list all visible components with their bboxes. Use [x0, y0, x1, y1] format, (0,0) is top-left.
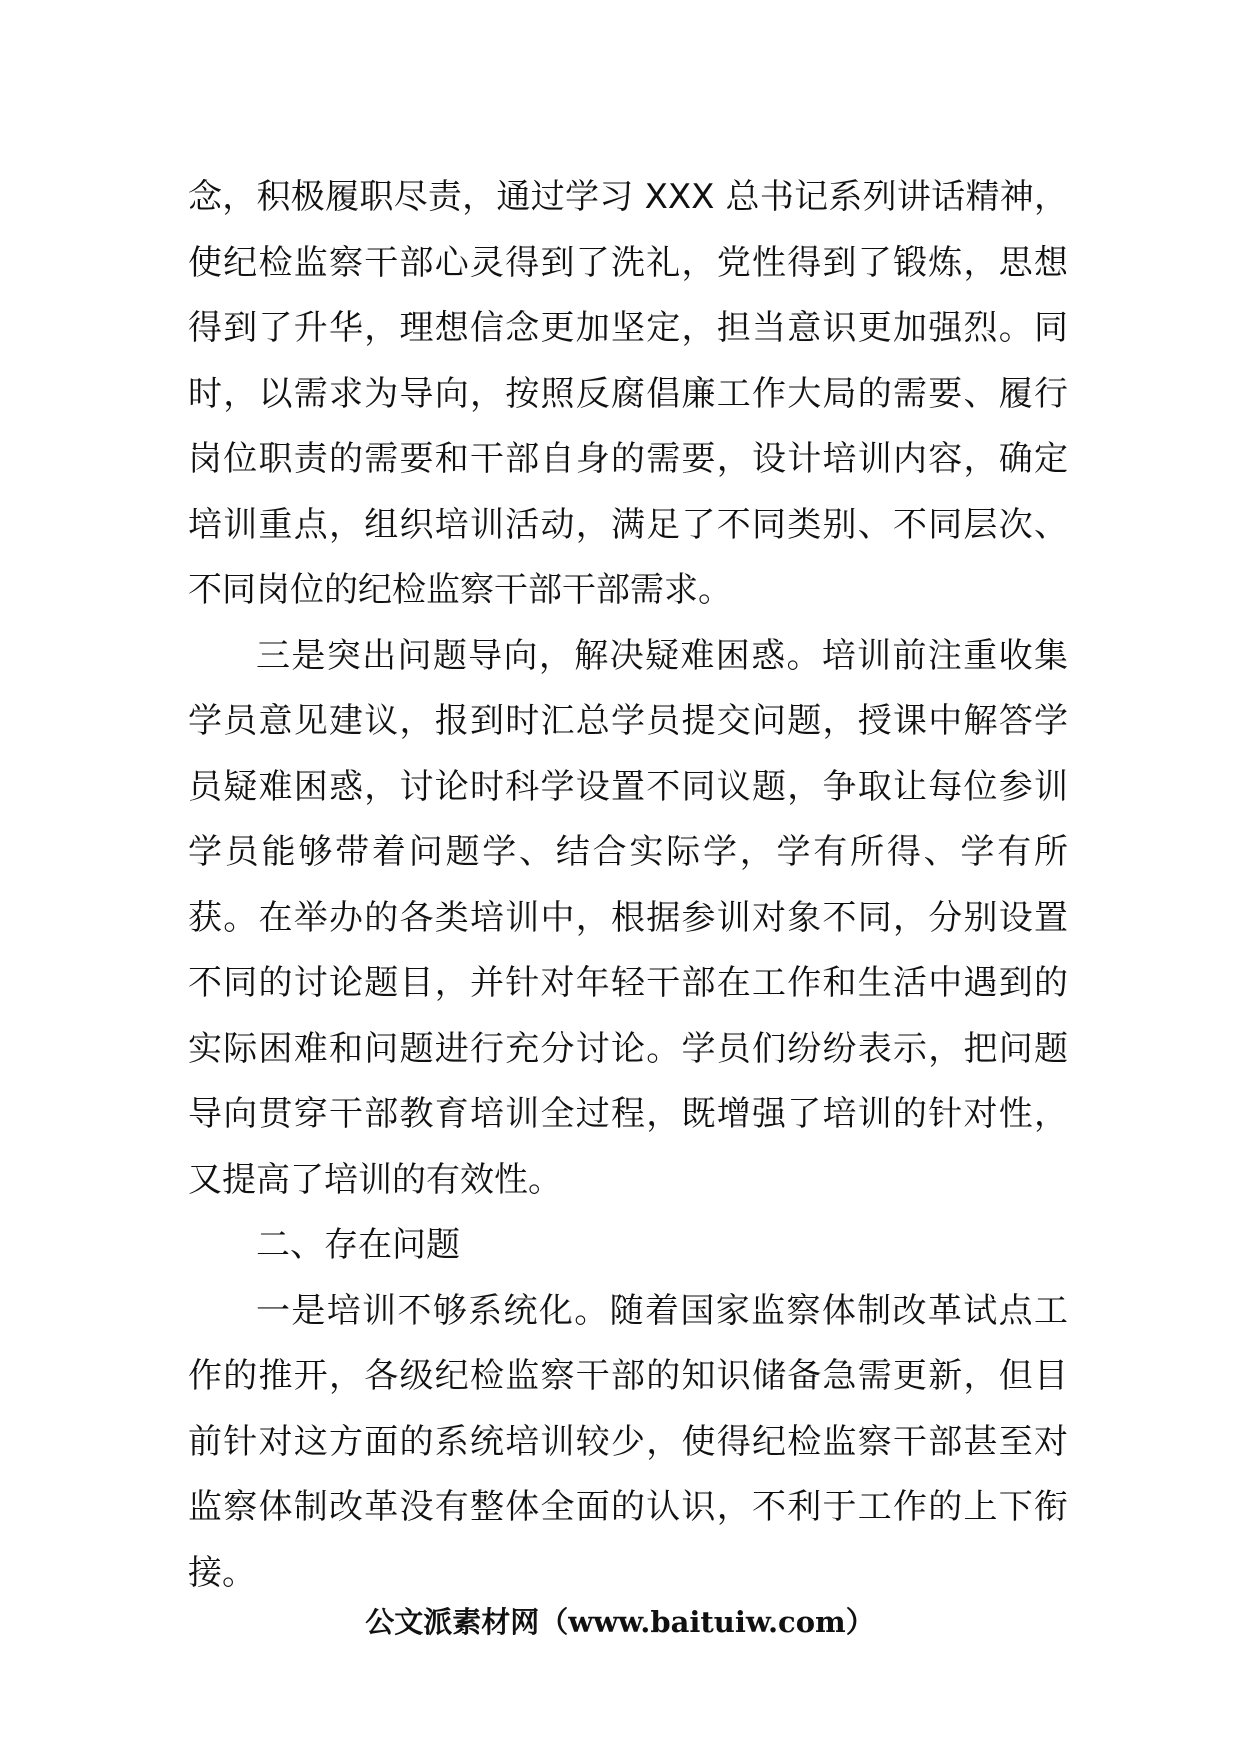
- text-line: 获。在举办的各类培训中，根据参训对象不同，分别设置: [188, 897, 1068, 938]
- text-line: 使纪检监察干部心灵得到了洗礼，党性得到了锻炼，思想: [188, 242, 1068, 283]
- text-line: 不同岗位的纪检监察干部干部需求。: [188, 570, 732, 610]
- text-line: 培训重点，组织培训活动，满足了不同类别、不同层次、: [188, 504, 1068, 545]
- text-line: 前针对这方面的系统培训较少，使得纪检监察干部甚至对: [188, 1421, 1068, 1462]
- text-line: 作的推开，各级纪检监察干部的知识储备急需更新，但目: [188, 1356, 1068, 1396]
- text-line: 念，积极履职尽责，通过学习 XXX 总书记系列讲话精神，: [188, 177, 1068, 217]
- text-line: 员疑难困惑，讨论时科学设置不同议题，争取让每位参训: [188, 766, 1068, 807]
- footer-watermark: 公文派素材网（www.baituiw.com）: [365, 1605, 875, 1639]
- text-line: 得到了升华，理想信念更加坚定，担当意识更加强烈。同: [188, 308, 1068, 348]
- text-line: 岗位职责的需要和干部自身的需要，设计培训内容，确定: [188, 439, 1068, 479]
- text-line: 接。: [188, 1552, 256, 1593]
- text-line: 学员意见建议，报到时汇总学员提交问题，授课中解答学: [188, 701, 1068, 741]
- text-line: 导向贯穿干部教育培训全过程，既增强了培训的针对性，: [188, 1094, 1068, 1134]
- text-line: 不同的讨论题目，并针对年轻干部在工作和生活中遇到的: [188, 963, 1068, 1003]
- text-line: 二、存在问题: [256, 1225, 460, 1265]
- text-line: 一是培训不够系统化。随着国家监察体制改革试点工: [256, 1290, 1068, 1331]
- text-line: 时，以需求为导向，按照反腐倡廉工作大局的需要、履行: [188, 373, 1068, 414]
- text-line: 又提高了培训的有效性。: [188, 1159, 562, 1200]
- body-text: [188, 165, 1068, 1606]
- text-line: 实际困难和问题进行充分讨论。学员们纷纷表示，把问题: [188, 1028, 1068, 1069]
- text-line: 监察体制改革没有整体全面的认识，不利于工作的上下衔: [188, 1487, 1068, 1527]
- text-line: 三是突出问题导向，解决疑难困惑。培训前注重收集: [256, 635, 1068, 676]
- text-line: 学员能够带着问题学、结合实际学，学有所得、学有所: [188, 832, 1068, 872]
